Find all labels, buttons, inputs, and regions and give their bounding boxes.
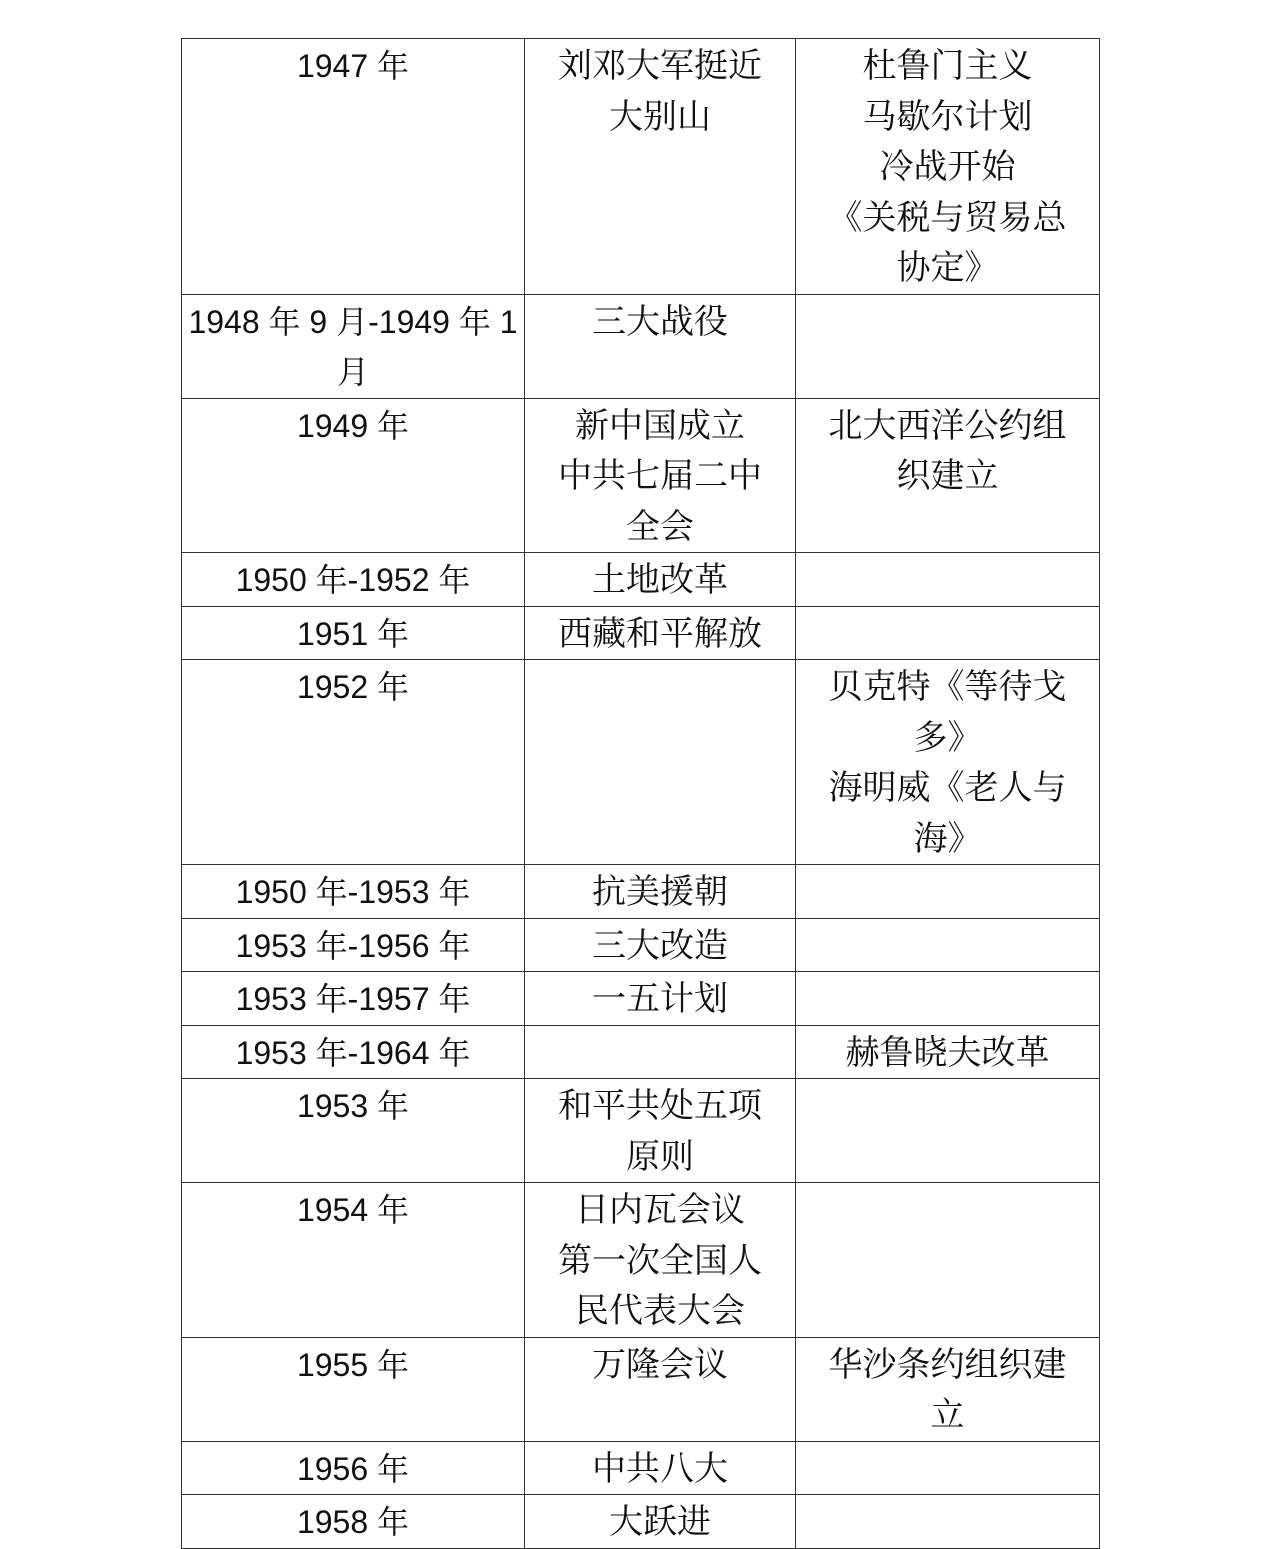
year-cell [182,1441,525,1495]
china-event-line: 第一次全国人 [558,1240,762,1281]
year-text: 1953 年-1964 年 [235,1034,471,1071]
china-event-cell [525,972,796,1026]
year-cell [182,1079,525,1183]
china-event-line: 日内瓦会议 [575,1190,745,1230]
table-row [182,1079,1100,1183]
year-cell [182,1337,525,1441]
china-event-cell [525,39,796,295]
world-event-cell [796,918,1100,972]
china-event-cell [525,1079,796,1183]
world-event-cell [796,398,1100,553]
world-event-line: 杜鲁门主义 [862,46,1033,86]
year-text: 1949 年 [296,407,410,444]
china-event-cell [525,398,796,553]
table-row [182,1025,1100,1079]
china-event-cell [525,1337,796,1441]
china-event-cell [525,1495,796,1549]
china-event-cell [525,1441,796,1495]
china-event-cell [525,606,796,660]
china-event-cell [525,1025,796,1079]
world-event-line: 协定》 [896,248,999,288]
year-cell [182,39,525,295]
china-event-line: 大跃进 [609,1502,711,1542]
year-text: 1947 年 [296,48,410,84]
world-event-cell [796,39,1100,295]
china-event-cell [525,553,796,607]
year-text: 1956 年 [296,1450,410,1487]
timeline-table-body [182,39,1100,1549]
world-event-line: 多》 [913,717,982,758]
world-event-cell [796,972,1100,1026]
year-text: 1953 年-1957 年 [235,981,471,1017]
year-cell [182,606,525,660]
world-event-line: 华沙条约组织建 [828,1344,1067,1385]
china-event-line: 中共七届二中 [558,456,762,496]
world-event-line: 赫鲁晓夫改革 [845,1032,1050,1073]
year-text: 1953 年 [296,1088,410,1124]
china-event-cell [525,660,796,865]
world-event-cell [796,1337,1100,1441]
world-event-line: 海明威《老人与 [828,768,1067,808]
china-event-line: 中共八大 [592,1448,728,1489]
world-event-line: 立 [930,1395,965,1435]
china-event-cell [525,918,796,972]
world-event-line: 海》 [913,818,982,859]
year-cell [182,294,525,398]
china-event-cell [525,294,796,398]
year-text: 1950 年-1953 年 [235,874,471,910]
china-event-line: 和平共处五项 [558,1086,762,1126]
world-event-cell [796,1025,1100,1079]
table-row [182,553,1100,607]
year-cell [182,972,525,1026]
world-event-line: 织建立 [896,456,999,496]
world-event-cell [796,553,1100,607]
year-text: 1951 年 [296,615,410,652]
year-text: 1955 年 [296,1346,410,1383]
table-row [182,918,1100,972]
table-row [182,1183,1100,1338]
table-row [182,1495,1100,1549]
world-event-cell [796,1441,1100,1495]
world-event-cell [796,294,1100,398]
table-row [182,972,1100,1026]
china-event-line: 民代表大会 [575,1291,745,1331]
year-cell [182,553,525,607]
year-cell [182,660,525,865]
china-event-line: 新中国成立 [575,405,745,446]
table-row [182,660,1100,865]
china-event-line: 抗美援朝 [592,872,728,912]
world-event-line: 贝克特《等待戈 [828,667,1067,707]
table-row [182,398,1100,553]
table-row [182,606,1100,660]
world-event-cell [796,1183,1100,1338]
world-event-line: 马歇尔计划 [862,96,1033,137]
world-event-line: 北大西洋公约组 [828,405,1067,446]
table-row [182,865,1100,919]
year-cell [182,918,525,972]
world-event-line: 冷战开始 [879,147,1016,187]
china-event-line: 大别山 [609,96,711,137]
table-row [182,39,1100,295]
year-cell [182,398,525,553]
year-text: 1950 年-1952 年 [235,562,471,598]
year-cell [182,1495,525,1549]
table-row [182,1441,1100,1495]
year-text: 1958 年 [296,1504,410,1540]
timeline-table [181,38,1100,1549]
china-event-line: 一五计划 [592,979,728,1019]
year-text: 1952 年 [296,669,410,705]
year-text: 1948 年 9 月-1949 年 1 月 [188,303,518,390]
china-event-line: 三大改造 [592,925,728,966]
china-event-line: 刘邓大军挺近 [558,46,762,86]
world-event-cell [796,606,1100,660]
year-cell [182,1183,525,1338]
year-text: 1953 年-1956 年 [235,927,471,964]
year-cell [182,865,525,919]
year-text: 1954 年 [296,1192,410,1228]
table-row [182,1337,1100,1441]
china-event-line: 三大战役 [592,301,728,342]
world-event-line: 《关税与贸易总 [828,197,1067,238]
table-row [182,294,1100,398]
china-event-cell [525,1183,796,1338]
china-event-line: 原则 [626,1136,694,1177]
world-event-cell [796,1495,1100,1549]
china-event-line: 西藏和平解放 [558,613,762,654]
world-event-cell [796,1079,1100,1183]
china-event-line: 土地改革 [592,560,728,600]
year-cell [182,1025,525,1079]
china-event-line: 万隆会议 [592,1344,728,1385]
world-event-cell [796,660,1100,865]
world-event-cell [796,865,1100,919]
china-event-line: 全会 [626,506,694,547]
china-event-cell [525,865,796,919]
